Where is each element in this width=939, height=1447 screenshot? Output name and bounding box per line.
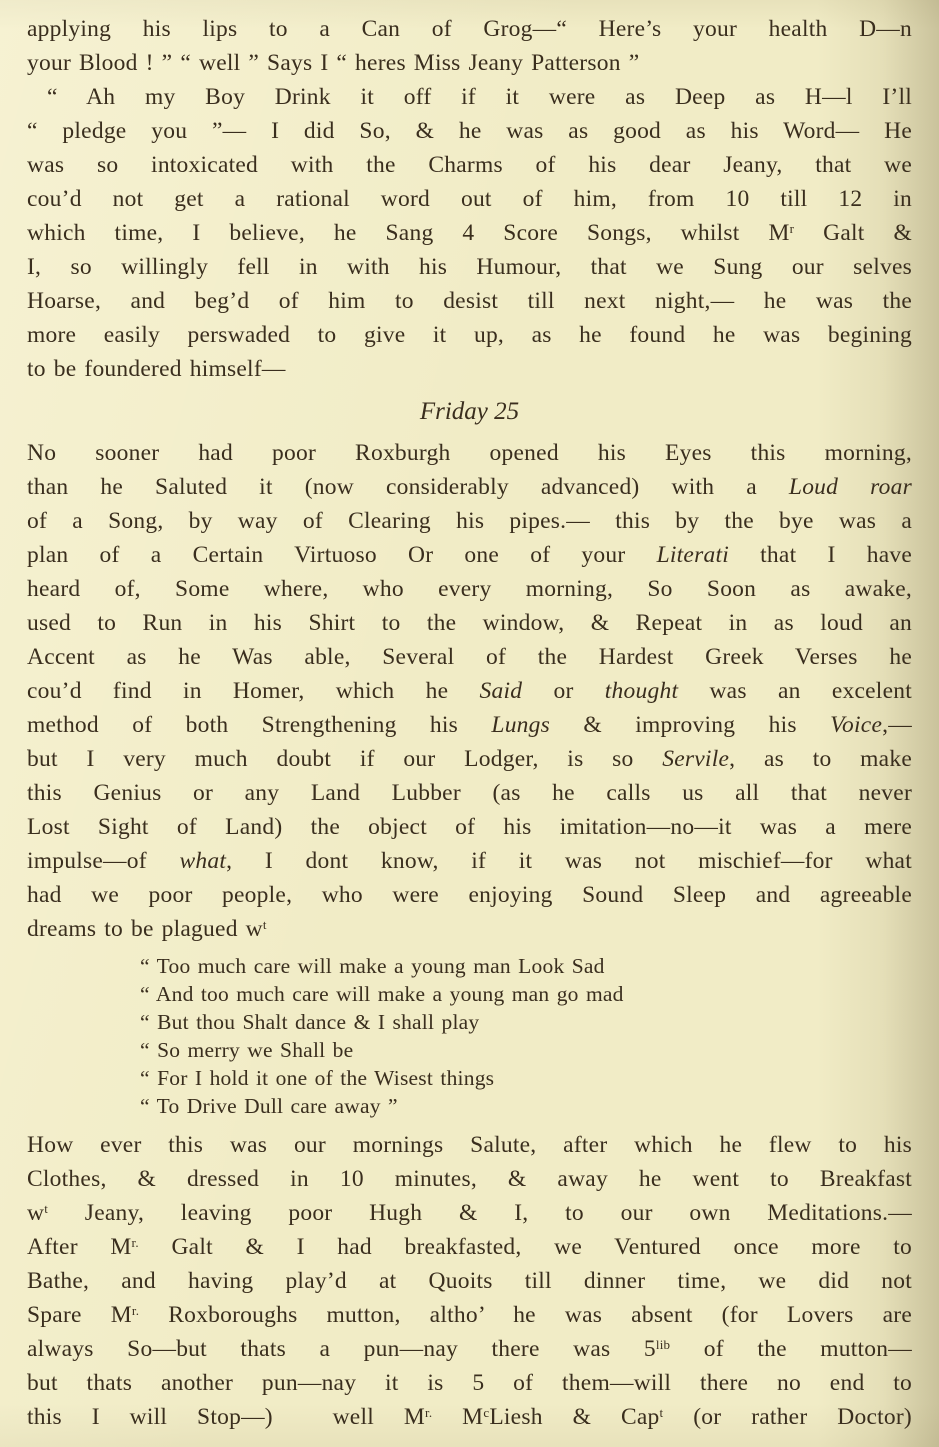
text-run: Accent as he Was able, Several of the Hardest Greek Verses he	[27, 644, 912, 670]
text-run: which time, I believe, he Sang 4 Score Songs, whilst M	[27, 220, 790, 246]
text-run: applying his lips to a Can of Grog—“ Here’s your health D—n	[27, 16, 912, 42]
text-line	[27, 318, 912, 352]
superscript-text: r.	[131, 1303, 140, 1318]
text-run: used to Run in his Shirt to the window, & Repeat in as loud an	[27, 610, 912, 636]
text-run: Hoarse, and beg’d of him to desist till next night,— he was the	[27, 288, 912, 314]
text-run: I, so willingly fell in with his Humour, that we Sung our selves	[27, 254, 912, 280]
text-line	[27, 1298, 912, 1332]
superscript-text: r	[789, 221, 795, 236]
text-run: cou’d not get a rational word out of him, from 10 till 12 in	[27, 186, 912, 212]
superscript-text: r.	[424, 1405, 433, 1420]
text-run: Liesh & Cap	[489, 1404, 660, 1430]
text-run: cou’d find in Homer, which he	[27, 678, 480, 704]
text-line	[27, 1128, 912, 1162]
text-run: of a Song, by way of Clearing his pipes.— this by the bye was a	[27, 508, 912, 534]
text-run: After M	[27, 1234, 132, 1260]
text-line	[27, 12, 912, 46]
text-run: dreams to be plagued w	[27, 916, 263, 942]
text-run: No sooner had poor Roxburgh opened his Eyes this morning,	[27, 440, 912, 466]
text-run: (or rather Doctor)	[663, 1404, 912, 1430]
text-run: heard of, Some where, who every morning, So Soon as awake,	[27, 576, 912, 602]
text-run: your Blood ! ” “ well ” Says I “ heres Miss Jeany Patterson ”	[27, 50, 640, 76]
text-line	[27, 640, 912, 674]
text-line	[27, 742, 912, 776]
text-run: to be foundered himself—	[27, 356, 286, 382]
superscript-text: r.	[131, 1235, 139, 1250]
italic-text: Loud roar	[788, 474, 912, 500]
superscript-text: c	[483, 1405, 490, 1420]
text-line	[27, 708, 912, 742]
text-run: this I will Stop—) well M	[27, 1404, 425, 1430]
text-line	[27, 674, 912, 708]
drinking-song-verse	[140, 952, 912, 1120]
italic-text: what	[179, 848, 227, 874]
text-run: was so intoxicated with the Charms of his dear Jeany, that we	[27, 152, 912, 178]
italic-text: Literati	[656, 542, 729, 568]
text-line	[27, 776, 912, 810]
text-run: Galt &	[794, 220, 912, 246]
text-line	[27, 352, 912, 386]
text-run: “ For I hold it one of the Wisest things	[140, 1066, 495, 1090]
text-run: “ So merry we Shall be	[140, 1038, 354, 1062]
text-run: Bathe, and having play’d at Quoits till dinner time, we did not	[27, 1268, 912, 1294]
text-run: was an excelent	[678, 678, 912, 704]
text-line	[27, 1332, 912, 1366]
italic-text: Said	[479, 678, 523, 704]
text-line	[27, 250, 912, 284]
opening-paragraph	[27, 12, 912, 80]
text-run: “ To Drive Dull care away ”	[140, 1094, 398, 1118]
italic-text: thought	[604, 678, 679, 704]
text-run: Lost Sight of Land) the object of his imitation—no—it was a mere	[27, 814, 912, 840]
text-line	[27, 912, 912, 946]
superscript-text: lib	[655, 1337, 671, 1352]
text-run: of the mutton—	[670, 1336, 912, 1362]
text-run: Roxboroughs mutton, altho’ he was absent (for Lovers are	[139, 1302, 912, 1328]
superscript-text: t	[44, 1201, 49, 1216]
text-line	[27, 1162, 912, 1196]
text-line	[27, 810, 912, 844]
page-content	[27, 12, 912, 1434]
text-line	[140, 952, 912, 980]
superscript-text: t	[659, 1405, 664, 1420]
text-line	[27, 436, 912, 470]
text-line	[27, 114, 912, 148]
text-run: but I very much doubt if our Lodger, is so	[27, 746, 663, 772]
text-run: that I have	[729, 542, 912, 568]
text-run: , I dont know, if it was not mischief—for what	[226, 848, 912, 874]
text-run: M	[432, 1404, 484, 1430]
text-line	[140, 1008, 912, 1036]
text-run: “ Too much care will make a young man Look Sad	[140, 954, 605, 978]
italic-text: Voice	[830, 712, 883, 738]
text-run: more easily perswaded to give it up, as he found he was begining	[27, 322, 912, 348]
text-line	[27, 46, 912, 80]
italic-text: Friday 25	[419, 398, 520, 425]
mornings-salute-paragraph	[27, 1128, 912, 1434]
pledge-paragraph	[27, 80, 912, 386]
text-line	[27, 1366, 912, 1400]
text-run: Clothes, & dressed in 10 minutes, & away he went to Breakfast	[27, 1166, 912, 1192]
text-line	[140, 980, 912, 1008]
text-line	[140, 1092, 912, 1120]
text-line	[140, 1064, 912, 1092]
text-line	[27, 284, 912, 318]
friday-morning-paragraph	[27, 436, 912, 946]
text-line	[27, 470, 912, 504]
text-run: ,—	[882, 712, 912, 738]
text-run: always So—but thats a pun—nay there was 5	[27, 1336, 656, 1362]
text-line	[27, 182, 912, 216]
entry-date-heading	[27, 395, 912, 429]
text-run: method of both Strengthening his	[27, 712, 492, 738]
text-line	[27, 572, 912, 606]
superscript-text: t	[262, 917, 267, 932]
text-run: “ But thou Shalt dance & I shall play	[140, 1010, 480, 1034]
text-line	[27, 216, 912, 250]
text-run: this Genius or any Land Lubber (as he calls us all that never	[27, 780, 912, 806]
text-run: Spare M	[27, 1302, 132, 1328]
text-run: Galt & I had breakfasted, we Ventured once more to	[138, 1234, 912, 1260]
text-line	[27, 538, 912, 572]
text-line	[27, 844, 912, 878]
text-run: & improving his	[550, 712, 831, 738]
text-run: Jeany, leaving poor Hugh & I, to our own Meditations.—	[48, 1200, 912, 1226]
text-line	[27, 80, 912, 114]
text-line	[27, 1196, 912, 1230]
text-run: , as to make	[729, 746, 912, 772]
text-run: but thats another pun—nay it is 5 of them—will there no end to	[27, 1370, 912, 1396]
text-run: plan of a Certain Virtuoso Or one of your	[27, 542, 657, 568]
text-run: How ever this was our mornings Salute, after which he flew to his	[27, 1132, 912, 1158]
text-line	[27, 504, 912, 538]
text-line	[27, 606, 912, 640]
text-line	[27, 148, 912, 182]
text-run: “ pledge you ”— I did So, & he was as good as his Word— He	[27, 118, 912, 144]
text-run: than he Saluted it (now considerably advanced) with a	[27, 474, 789, 500]
text-run: “ And too much care will make a young man go mad	[140, 982, 624, 1006]
text-run: w	[27, 1200, 45, 1226]
text-run: had we poor people, who were enjoying Sound Sleep and agreeable	[27, 882, 912, 908]
text-run: impulse—of	[27, 848, 180, 874]
text-run: or	[522, 678, 605, 704]
text-line	[140, 1036, 912, 1064]
italic-text: Lungs	[491, 712, 551, 738]
text-run: “ Ah my Boy Drink it off if it were as Deep as H—l I’ll	[47, 84, 912, 110]
text-line	[27, 878, 912, 912]
text-line	[27, 1230, 912, 1264]
italic-text: Servile	[662, 746, 730, 772]
text-line	[27, 1400, 912, 1434]
text-line	[27, 1264, 912, 1298]
